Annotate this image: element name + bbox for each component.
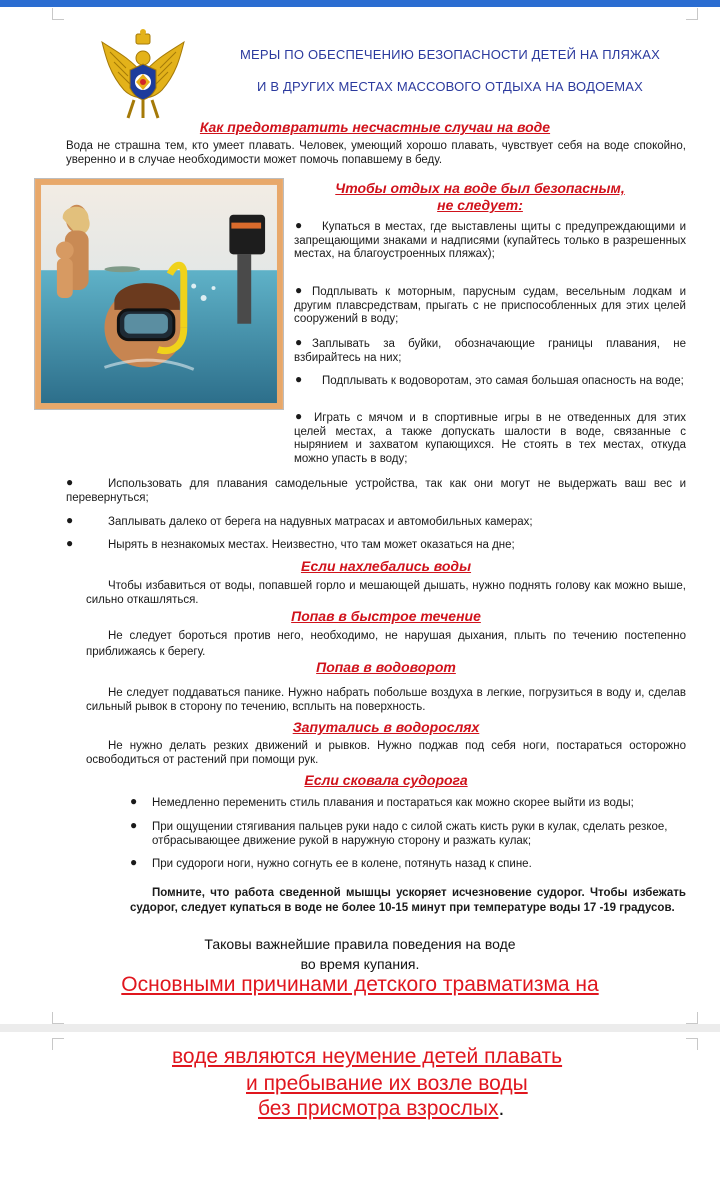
remember-paragraph: Помните, что работа сведенной мышцы ускоряет исчезновение судорог. Чтобы избежать судорог, следует купаться в воде не более 10-15 минут при температуре воды 17 -19 градусов. [130, 887, 686, 914]
rule-item: Использовать для плавания самодельные устройства, так как они могут не выдержать ваш вес и перевернуться; [66, 478, 686, 504]
summary-line-1: Таковы важнейшие правила поведения на воде [204, 936, 516, 952]
section-title-safe: Чтобы отдых на воде был безопасным, [335, 180, 625, 196]
header-line-2: И В ДРУГИХ МЕСТАХ МАССОВОГО ОТДЫХА НА ВОДОЕМАХ [256, 79, 644, 94]
rule-item: Заплывать далеко от берега на надувных матрасах и автомобильных камерах; [108, 516, 533, 528]
cramp-item: Немедленно переменить стиль плавания и постараться как можно скорее выйти из воды; [152, 797, 634, 809]
emblem-icon [100, 28, 186, 120]
page-corner-mark [52, 1012, 64, 1024]
bullet-icon: ● [295, 335, 303, 349]
causes-line-2: воде являются неумение детей плавать [172, 1045, 563, 1068]
rule-item: Нырять в незнакомых местах. Неизвестно, что там может оказаться на дне; [108, 539, 515, 551]
rule-item: Купаться в местах, где выставлены щиты с предупреждающими и запрещающими знаками и надписями (купайтесь только в разрешенных местах, на благоустроенных пляжах); [294, 221, 686, 260]
causes-line-4: без присмотра взрослых [258, 1097, 499, 1120]
causes-period: . [498, 1097, 505, 1120]
bullet-icon: ● [130, 855, 138, 869]
section-title-weeds: Запутались в водорослях [292, 719, 480, 735]
choke-paragraph: Чтобы избавиться от воды, попавшей горло и мешающей дышать, нужно поднять голову как можно выше, сильно откашляться. [86, 580, 686, 606]
cramp-item: При ощущении стягивания пальцев руки надо с силой сжать кисть руки в кулак, сделать резкое, отбрасывающее движение рукой в наружную сторону и разжать кулак; [152, 821, 668, 847]
header-line-1: МЕРЫ ПО ОБЕСПЕЧЕНИЮ БЕЗОПАСНОСТИ ДЕТЕЙ НА ПЛЯЖАХ [239, 47, 660, 62]
summary-line-2: во время купания. [300, 956, 420, 972]
rule-item: Подплывать к водоворотам, это самая большая опасность на воде; [322, 375, 684, 387]
section-title-cramp: Если сковала судорога [304, 772, 468, 788]
bullet-icon: ● [66, 536, 74, 550]
bullet-icon: ● [295, 372, 303, 386]
page-corner-mark [52, 1038, 64, 1050]
page-corner-mark [686, 1038, 698, 1050]
causes-line-3: и пребывание их возле воды [246, 1072, 528, 1095]
page-separator [0, 1024, 720, 1032]
section-title-whirl: Попав в водоворот [316, 659, 456, 675]
child-snorkeling-photo [34, 178, 284, 410]
rule-item: Подплывать к моторным, парусным судам, весельным лодкам и другим плавсредствам, прыгать с не приспособленных для этих целей сооружений в воду; [294, 286, 686, 325]
section-title-prevent: Как предотвратить несчастные случаи на воде [199, 119, 551, 135]
bullet-icon: ● [295, 283, 303, 297]
whirl-paragraph: Не следует поддаваться панике. Нужно набрать побольше воздуха в легкие, погрузиться в воду и, сделав сильный рывок в сторону по течению, всплыть на поверхность. [86, 687, 686, 713]
bullet-icon: ● [295, 218, 303, 232]
section-title-current: Попав в быстрое течение [291, 608, 481, 624]
bullet-icon: ● [130, 818, 138, 832]
prevent-paragraph: Вода не страшна тем, кто умеет плавать. Человек, умеющий хорошо плавать, чувствует себя на воде спокойно, уверенно и в случае необходимости может помочь попавшему в беду. [66, 140, 686, 166]
causes-line-1: Основными причинами детского травматизма на [121, 973, 599, 996]
page-corner-mark [52, 8, 64, 20]
weeds-paragraph: Не нужно делать резких движений и рывков. Нужно поджав под себя ноги, постараться осторожно освободиться от растений при помощи рук. [86, 740, 686, 766]
page-corner-mark [686, 1012, 698, 1024]
top-accent-bar [0, 0, 720, 7]
rule-item: Заплывать за буйки, обозначающие границы плавания, не взбирайтесь на них; [294, 338, 686, 364]
bullet-icon: ● [66, 475, 74, 489]
bullet-icon: ● [66, 513, 74, 527]
current-paragraph: Не следует бороться против него, необходимо, не нарушая дыхания, плыть по течению постепенно приближаясь к берегу. [86, 630, 686, 658]
section-title-choke: Если нахлебались воды [300, 558, 472, 574]
cramp-item: При судороги ноги, нужно согнуть ее в колене, потянуть назад к спине. [152, 858, 532, 870]
section-title-safe-2: не следует: [437, 197, 523, 213]
causes-line-4-wrap [258, 1097, 504, 1121]
bullet-icon: ● [130, 794, 138, 808]
bullet-icon: ● [295, 409, 303, 423]
rule-item: Играть с мячом и в спортивные игры в не отведенных для этих целей местах, а также допускать шалости в воде, связанные с нырянием и захватом купающихся. Не стоять в тех местах, откуда можно упасть в воду; [294, 412, 686, 465]
page-corner-mark [686, 8, 698, 20]
